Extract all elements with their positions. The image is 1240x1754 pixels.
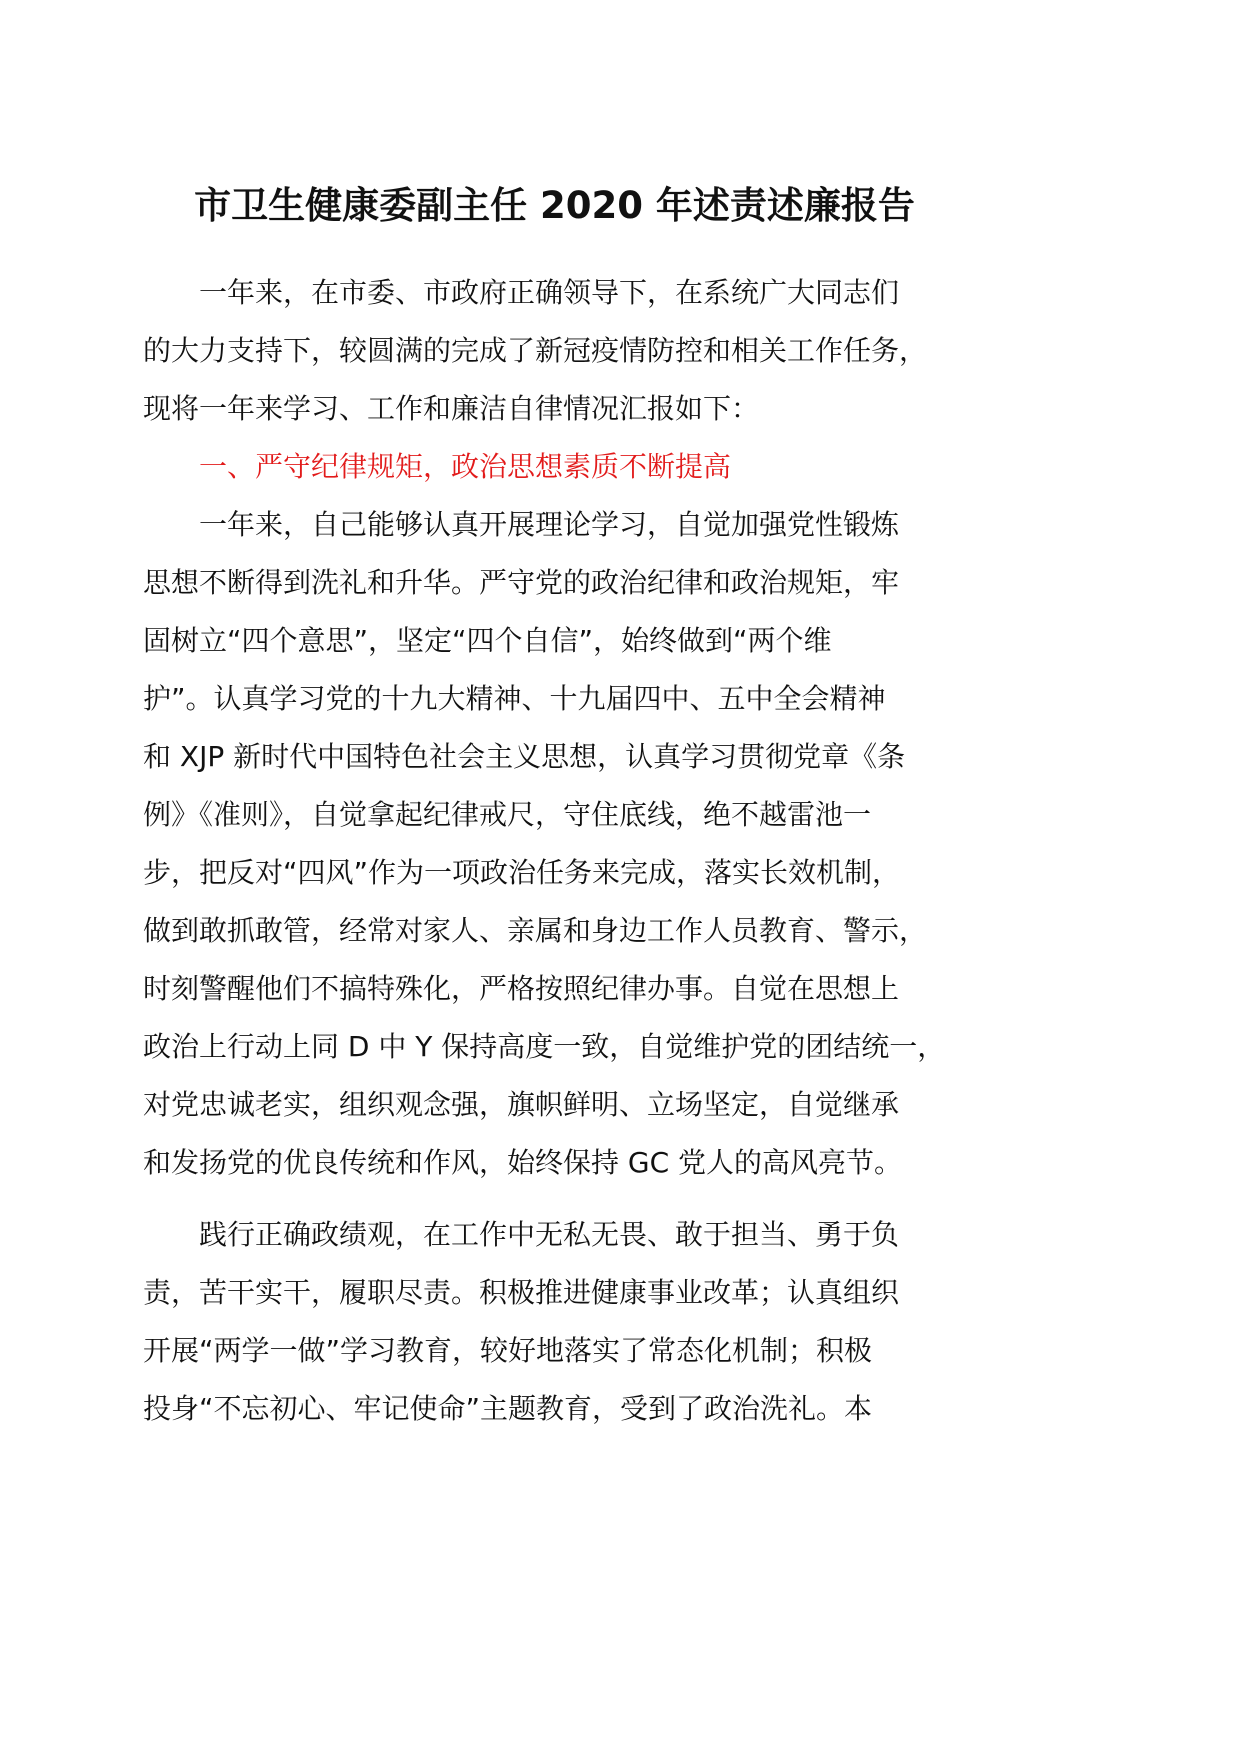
paragraph-line: 固树立“四个意思”，坚定“四个自信”，始终做到“两个维 (143, 624, 832, 657)
paragraph-line: 投身“不忘初心、牢记使命”主题教育，受到了政治洗礼。本 (143, 1392, 873, 1425)
paragraph-gap (143, 1192, 1009, 1206)
paragraph-line: 时刻警醒他们不搞特殊化，严格按照纪律办事。自觉在思想上 (143, 972, 900, 1005)
paragraph-line: 和 XJP 新时代中国特色社会主义思想，认真学习贯彻党章《条 (143, 740, 906, 773)
paragraph-line: 思想不断得到洗礼和升华。严守党的政治纪律和政治规矩，牢 (143, 566, 900, 599)
paragraph-line: 开展“两学一做”学习教育，较好地落实了常态化机制；积极 (143, 1334, 873, 1367)
document-body (143, 264, 1009, 1438)
paragraph-line: 一年来，自己能够认真开展理论学习，自觉加强党性锻炼 (143, 508, 900, 541)
paragraph-line: 政治上行动上同 D 中 Y 保持高度一致，自觉维护党的团结统一， (143, 1030, 946, 1063)
document-title: 市卫生健康委副主任 2020 年述责述廉报告 (194, 184, 915, 227)
paragraph-line: 现将一年来学习、工作和廉洁自律情况汇报如下： (143, 392, 760, 425)
paragraph-line: 例》《准则》，自觉拿起纪律戒尺，守住底线，绝不越雷池一 (143, 798, 872, 831)
paragraph-line: 践行正确政绩观，在工作中无私无畏、敢于担当、勇于负 (143, 1218, 900, 1251)
paragraph-line: 责，苦干实干，履职尽责。积极推进健康事业改革；认真组织 (143, 1276, 900, 1309)
paragraph-line: 护”。认真学习党的十九大精神、十九届四中、五中全会精神 (143, 682, 886, 715)
paragraph-line: 步，把反对“四风”作为一项政治任务来完成，落实长效机制， (143, 856, 901, 889)
paragraph-line: 和发扬党的优良传统和作风，始终保持 GC 党人的高风亮节。 (143, 1146, 903, 1179)
section-heading: 一、严守纪律规矩，政治思想素质不断提高 (143, 450, 732, 483)
paragraph-line: 对党忠诚老实，组织观念强，旗帜鲜明、立场坚定，自觉继承 (143, 1088, 900, 1121)
paragraph-line: 一年来，在市委、市政府正确领导下，在系统广大同志们 (143, 276, 900, 309)
paragraph-line: 做到敢抓敢管，经常对家人、亲属和身边工作人员教育、警示， (143, 914, 928, 947)
paragraph-line: 的大力支持下，较圆满的完成了新冠疫情防控和相关工作任务， (143, 334, 928, 367)
